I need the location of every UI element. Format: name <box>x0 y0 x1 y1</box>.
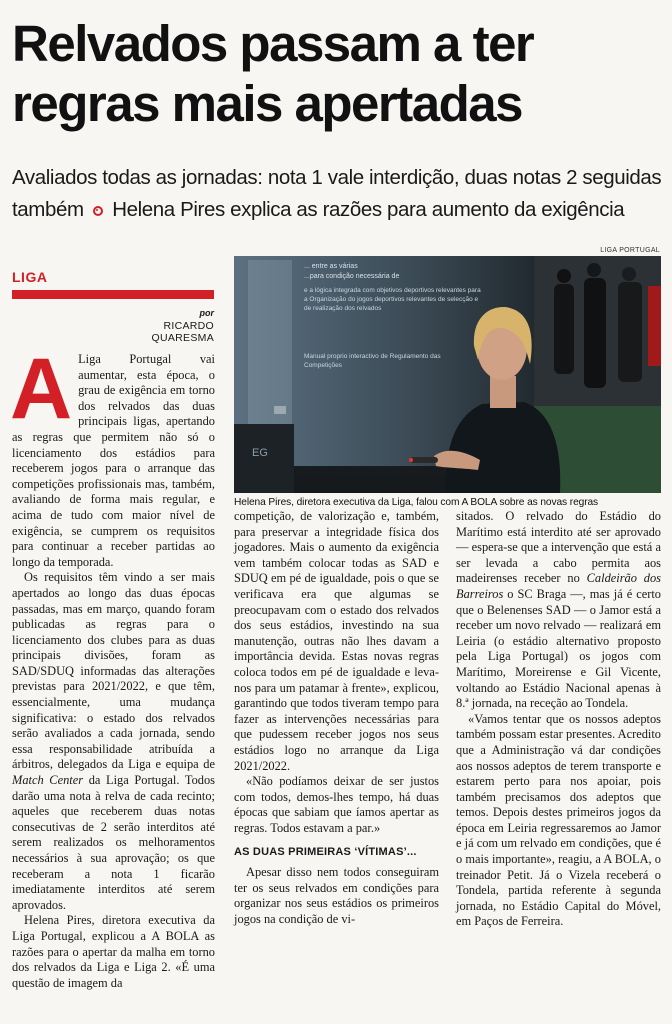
paragraph-5-start: Apesar disso nem todos conseguiram ter os seus relvados em condições para organizar nos seus estádios os primeiros jogos na condição de vi- <box>234 865 439 926</box>
photo-credit: LIGA PORTUGAL <box>600 247 660 254</box>
paragraph-4: «Não podíamos deixar de ser justos com todos, demos-lhes tempo, há duas épocas que sabiam que íamos apertar as regras. Todos estavam a par.» <box>234 774 439 835</box>
slide-bullet: Manual proprio interactivo de Regulamento das Competições <box>304 353 441 369</box>
paragraph-5-em: Caldeirão dos Barreiros <box>456 571 661 601</box>
slide-logo: EG <box>252 447 268 459</box>
deck-part-2: Helena Pires explica as razões para aumento da exigência <box>112 198 625 221</box>
paragraph-5-end: sitados. O relvado do Estádio do Marítimo está interdito até ser aprovado — espera-se que a intervenção que está a ser levada a cabo permita aos madeirenses receber no Caldeirão dos Barreiros o SC Braga —, mas já é certo que o Belenenses SAD — o Jamor está a receber um novo relvado — realizará em Leiria (o estádio alternativo proposto pela Liga Portugal) os jogos com Marítimo, Moreirense e Gil Vicente, voltando ao Estádio Nacional apenas à 8.ª jornada, na receção ao Tondela. <box>456 509 661 711</box>
section-bar <box>12 290 214 299</box>
deck-part-1: Avaliados todas as jornadas: nota 1 vale interdição, duas notas 2 seguidas também <box>12 166 662 221</box>
slide-text: e a lógica integrada com objetivos deportivos relevantes para a Organização do jogos deportivos relevantes de selecção e de realização dos relvados <box>304 287 481 312</box>
paragraph-3-start: Helena Pires, diretora executiva da Liga Portugal, explicou a A BOLA as razões para o apertar da malha em torno dos relvados da Liga e Liga 2. «É uma questão de imagem da <box>12 913 215 990</box>
article-column-3 <box>456 509 661 930</box>
paragraph-2-a: Os requisitos têm vindo a ser mais apertados ao longo das duas épocas passadas, mas em março, quando foram publicadas as regras para o licenciamento dos clubes para as duas principais divisões, foram as SAD/SDUQ informadas das alterações previstas para 2021/2022, e que têm, essencialmente, uma mudança significativa: o estado dos relvados serão avaliados a cada jornada, sendo essa responsabilidade atribuída a árbitros, delegados da Liga e equipa de <box>12 570 215 772</box>
drop-cap: A <box>10 341 73 437</box>
photo-caption: Helena Pires, diretora executiva da Liga, falou com A BOLA sobre as novas regras <box>234 497 599 508</box>
photo-illustration <box>234 256 661 493</box>
headline-line-2: regras mais apertadas <box>12 75 522 132</box>
byline-por: por <box>199 308 214 318</box>
byline <box>104 308 214 344</box>
paragraph-3-end: competição, de valorização e, também, para preservar a integridade física dos jogadores. Mais o aumento da exigência vem também colocar todas as SAD e SDUQ em pé de igualdade, pois o que se verificava era que algumas se preocupavam com o estado dos relvados dos seus estádios, investindo na sua manutenção, outras não lhes davam a importância devida. Estas novas regras coloca todos em pé de igualdade e leva-nos para um patamar à frente», explicou, garantindo que todos tiveram tempo para fazer as intervenções necessárias para que pudessem receber jogos nos seus estádios logo no arranque da Liga 2021/2022. <box>234 509 439 773</box>
paragraph-2 <box>12 570 215 913</box>
deck <box>12 162 662 226</box>
paragraph-2-b: da Liga Portugal. Todos darão uma nota à relva de cada recinto; aqueles que receberem duas notas consecutivas de 2 serão interditos até serem realizados os melhoramentos necessários à sua aprovação; os que receberam a nota 1 ficarão imediatamente interditos até serem aprovados. <box>12 773 215 912</box>
article-photo <box>234 256 661 493</box>
slide-line-2: ...para condição necessária de <box>304 273 400 280</box>
section-header <box>12 269 214 299</box>
subheading: AS DUAS PRIMEIRAS ‘VÍTIMAS’... <box>234 846 417 859</box>
headline-line-1: Relvados passam a ter <box>12 15 534 72</box>
article-column-1 <box>10 341 215 991</box>
paragraph-6: «Vamos tentar que os nossos adeptos também possam estar presentes. Acredito que a Administração vá dar condições aos nossos adeptos de terem transporte e estarem perto para nos apoiar, pois também precisamos dos adeptos que temos. Depois destes primeiros jogos da época em Leiria regressaremos ao Jamor e já com um relvado em condições, que é o mais importante», reagiu, a A BOLA, o treinador Petit. Já o Vizela receberá o Tondela, partida referente à segunda jornada, no Estádio Capital do Móvel, em Paços de Ferreira. <box>456 711 661 929</box>
slide-line-1: ... entre as várias <box>304 263 358 270</box>
paragraph-2-em: Match Center <box>12 773 84 788</box>
bullet-target-icon <box>93 206 103 216</box>
section-label: LIGA <box>12 269 48 285</box>
article-column-2 <box>234 509 439 927</box>
paragraph-1: Liga Portugal vai aumentar, esta época, o grau de exigência em torno dos relvados das duas principais ligas, apertando as regras que permitem não só o licenciamento dos estádios para receberem jogos para o arranque das competições profissionais mas, também, avaliando de forma mais regular, e acima de tudo com maior nível de exigência, se cumprem os requisitos para continuar a receber partidas ao longo da temporada. <box>12 352 215 569</box>
byline-author: RICARDO QUARESMA <box>151 320 214 344</box>
paragraph-5-b: o SC Braga —, mas já é certo que o Belenenses SAD — o Jamor está a receber um novo relvado — realizará em Leiria (o estádio alternativo proposto pela Liga Portugal) os jogos com Marítimo, Moreirense e Gil Vicente, voltando ao Estádio Nacional apenas à 8.ª jornada, na receção ao Tondela. <box>456 586 661 711</box>
headline <box>12 14 662 134</box>
